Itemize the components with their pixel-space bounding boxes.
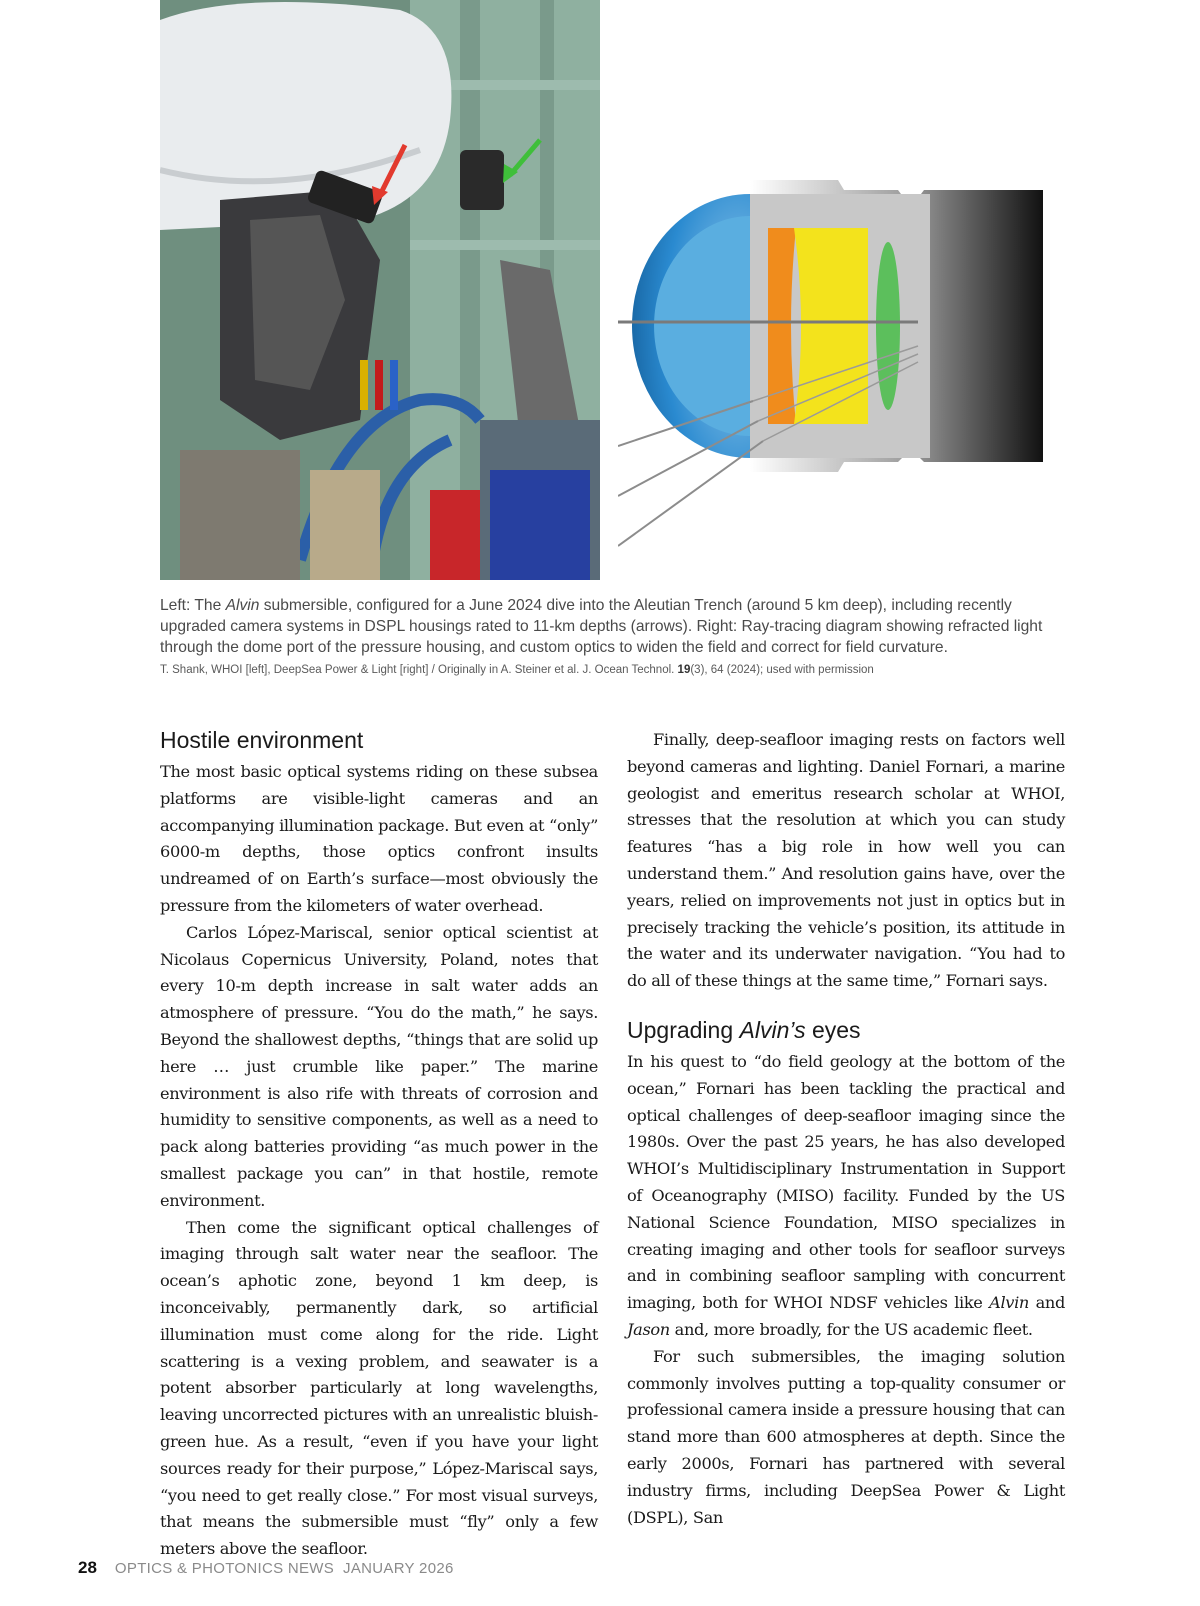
alvin-submersible-photo [160,0,600,580]
paragraph-text: and [1029,1293,1065,1313]
figure-credit [160,664,1070,676]
left-column [160,727,598,1563]
caption-alvin: Alvin [225,597,260,614]
heading-italic: Alvin’s [739,1016,806,1043]
credit-volume: 19 [677,664,691,676]
paragraph: Then come the significant optical challenges of imaging through salt water near the seafloor. The ocean’s aphotic zone, beyond 1 km deep, is inconceivably, permanently dark, so artificial illumination must come along for the ride. Light scattering is a vexing problem, and seawater is a potent absorber particularly at long wavelengths, leaving uncorrected pictures with an unrealistic bluish-green hue. As a result, “even if you have your light sources ready for their purpose,” López-Mariscal says, “you need to get really close.” For most visual surveys, that means the submersible must “fly” only a few meters above the seafloor. [160,1217,598,1559]
caption-prefix: Left: The [160,597,226,614]
magazine-name: OPTICS & PHOTONICS NEWS [114,1560,335,1577]
page-footer [78,1558,454,1578]
paragraph: The most basic optical systems riding on these subsea platforms are visible-light cameras and an accompanying illumination package. But even at “only” 6000-m depths, those optics confront insults undreamed of on Earth’s surface—most obviously the pressure from the kilometers of water overhead. [160,762,598,915]
credit-before: T. Shank, WHOI [left], DeepSea Power & Light [right] / Originally in A. Steiner et al. J. Ocean Technol. [160,664,678,676]
credit-after: (3), 64 (2024); used with permission [690,664,874,676]
paragraph-text: and, more broadly, for the US academic fleet. [669,1319,1033,1339]
heading-suffix: eyes [805,1016,861,1043]
alvin-italic: Alvin [989,1293,1030,1313]
section-heading-upgrading-alvins-eyes [627,1017,1065,1043]
section-heading-hostile-environment: Hostile environment [160,727,364,753]
right-column [627,727,1065,1531]
paragraph: For such submersibles, the imaging solution commonly involves putting a top-quality consumer or professional camera inside a pressure housing that can stand more than 600 atmospheres at depth. Since the early 2000s, Fornari has partnered with several industry firms, including DeepSea Power & Light (DSPL), San [627,1346,1065,1527]
paragraph: Carlos López-Mariscal, senior optical scientist at Nicolaus Copernicus University, Poland, notes that every 10-m depth increase in salt water adds an atmosphere of pressure. “You do the math,” he says. Beyond the shallowest depths, “things that are solid up here … just crumble like paper.” The marine environment is also rife with threats of corrosion and humidity to sensitive components, as well as a need to pack along batteries providing “as much power in the smallest package you can” in that hostile, remote environment. [160,922,598,1210]
heading-prefix: Upgrading [627,1016,740,1043]
page-number: 28 [78,1558,97,1577]
jason-italic: Jason [627,1319,670,1339]
paragraph: Finally, deep-seafloor imaging rests on factors well beyond cameras and lighting. Daniel Fornari, a marine geologist and emeritus research scholar at WHOI, stresses that the resolution at which you can study features “has a big role in how well you can understand them.” And resolution gains have, over the years, relied on improvements not just in optics but in precisely tracking the vehicle’s position, its attitude in the water and its underwater navigation. “You had to do all of these things at the same time,” Fornari says. [627,730,1065,991]
issue-date: JANUARY 2026 [343,1560,454,1577]
caption-text: submersible, configured for a June 2024 dive into the Aleutian Trench (around 5 km deep), including recently upgraded camera systems in DSPL housings rated to 11-km depths (arrows). Right: Ray-tracing diagram showing refracted light through the dome port of the pressure housing, and custom optics to widen the field and correct for field curvature. [160,597,1043,656]
ray-tracing-diagram [618,176,1066,572]
figure-caption [160,595,1070,658]
paragraph [627,1049,1065,1344]
paragraph-text: In his quest to “do field geology at the bottom of the ocean,” Fornari has been tackling the practical and optical challenges of deep-seafloor imaging since the 1980s. Over the past 25 years, he has also developed WHOI’s Multidisciplinary Instrumentation in Support of Oceanography (MISO) facility. Funded by the US National Science Foundation, MISO specializes in creating imaging and other tools for seafloor surveys and in combining seafloor sampling with concurrent imaging, both for WHOI NDSF vehicles like [627,1051,1065,1313]
